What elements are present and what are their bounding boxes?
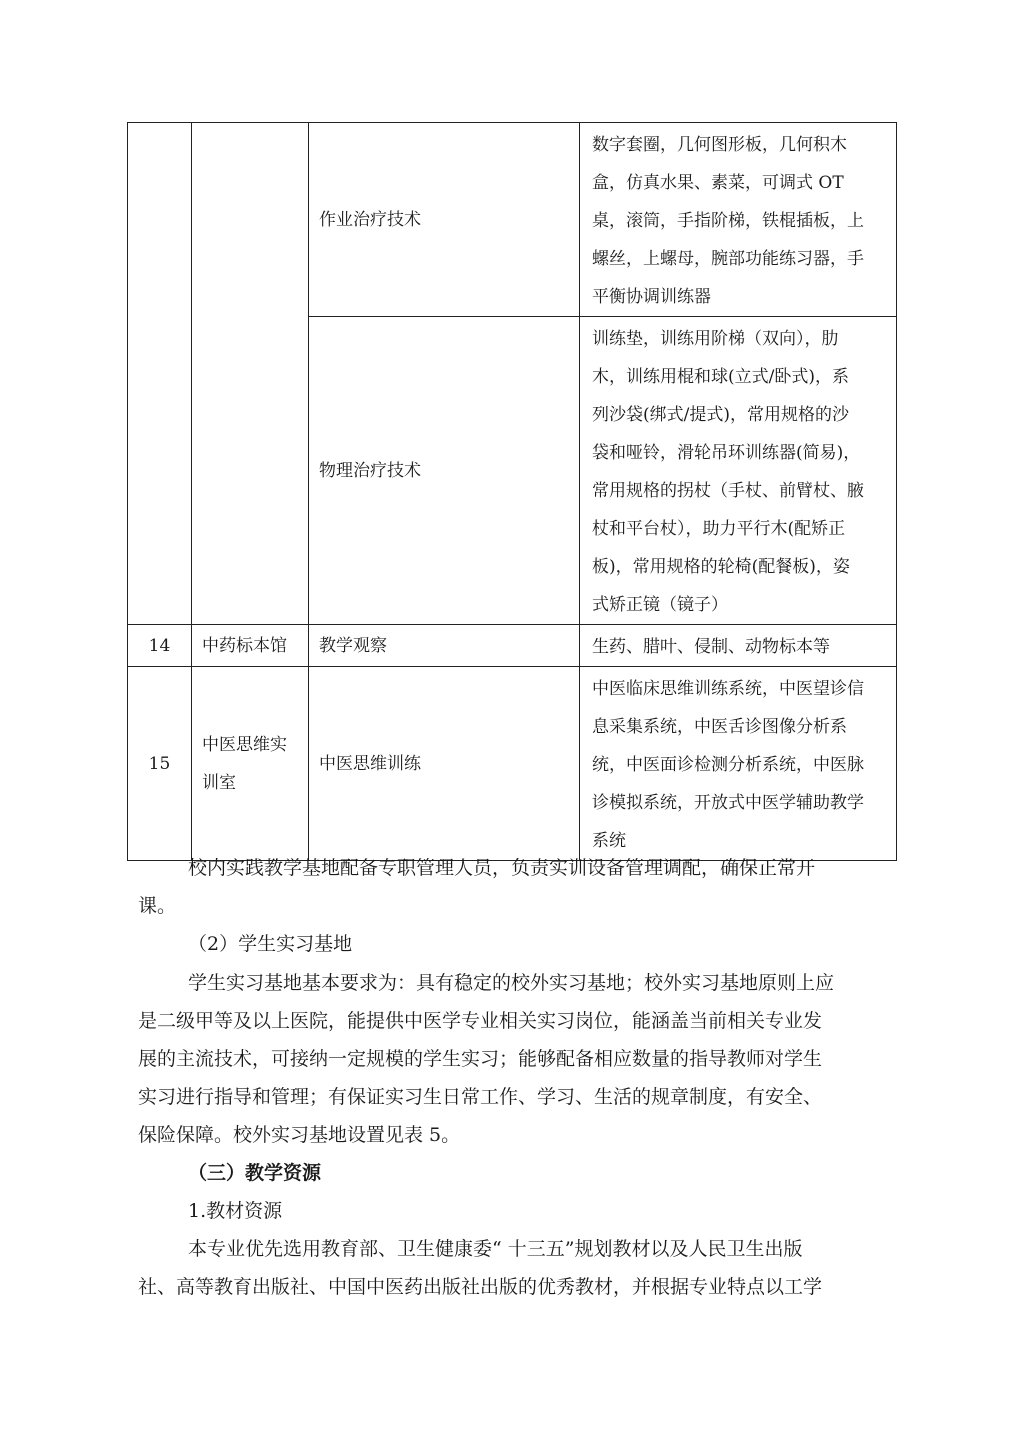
equipment-line: 生药、腊叶、侵制、动物标本等 (592, 637, 830, 657)
table-cell-project: 物理治疗技术 (309, 317, 580, 625)
equipment-line: 统，中医面诊检测分析系统，中医脉 (592, 755, 864, 775)
paragraph-line: 社、高等教育出版社、中国中医药出版社出版的优秀教材，并根据专业特点以工学 (138, 1276, 823, 1298)
table-row (128, 625, 897, 667)
equipment-line: 系统 (592, 831, 626, 851)
table-cell-equipment (580, 317, 897, 625)
table-row (128, 667, 897, 861)
table-cell-project: 教学观察 (309, 625, 580, 667)
equipment-line: 盒，仿真水果、素菜，可调式 OT (592, 173, 844, 193)
paragraph-line: 实习进行指导和管理；有保证实习生日常工作、学习、生活的规章制度，有安全、 (138, 1086, 823, 1108)
equipment-line: 袋和哑铃，滑轮吊环训练器(简易)， (592, 443, 861, 463)
table-cell-equipment (580, 123, 897, 317)
equipment-line: 螺丝，上螺母，腕部功能练习器，手 (592, 249, 864, 269)
table-cell-number: 14 (128, 625, 192, 667)
equipment-line: 杖和平台杖），助力平行木(配矫正 (592, 519, 846, 539)
equipment-line: 诊模拟系统，开放式中医学辅助教学 (592, 793, 864, 813)
table-row (128, 123, 897, 317)
table-cell-equipment (580, 667, 897, 861)
paragraph-line: 课。 (138, 895, 177, 917)
equipment-line: 数字套圈，几何图形板，几何积木 (592, 135, 847, 155)
section-heading: （三）教学资源 (188, 1162, 322, 1184)
table-cell-equipment (580, 625, 897, 667)
table-cell-name (192, 123, 309, 625)
equipment-line: 桌，滚筒，手指阶梯，铁棍插板，上 (592, 211, 864, 231)
equipment-line: 板)，常用规格的轮椅(配餐板)，姿 (592, 557, 850, 577)
equipment-line: 中医临床思维训练系统，中医望诊信 (592, 679, 864, 699)
name-line: 中医思维实 (202, 734, 287, 755)
table-cell-number: 15 (128, 667, 192, 861)
equipment-line: 列沙袋(绑式/提式)，常用规格的沙 (592, 405, 849, 425)
paragraph-line: 学生实习基地基本要求为：具有稳定的校外实习基地；校外实习基地原则上应 (188, 972, 835, 994)
name-line: 训室 (202, 772, 236, 793)
subsection-heading: 1.教材资源 (188, 1200, 283, 1222)
equipment-table (127, 122, 897, 861)
paragraph-line: 保险保障。校外实习基地设置见表 5。 (138, 1124, 461, 1146)
table-cell-name (192, 667, 309, 861)
subsection-heading: （2）学生实习基地 (188, 933, 353, 955)
paragraph-line: 展的主流技术，可接纳一定规模的学生实习；能够配备相应数量的指导教师对学生 (138, 1048, 823, 1070)
table-cell-number (128, 123, 192, 625)
equipment-line: 训练垫，训练用阶梯（双向），肋 (592, 329, 839, 349)
table-cell-name: 中药标本馆 (192, 625, 309, 667)
equipment-line: 息采集系统，中医舌诊图像分析系 (592, 717, 847, 737)
equipment-line: 式矫正镜（镜子） (592, 595, 728, 615)
equipment-line: 平衡协调训练器 (592, 287, 711, 307)
paragraph-line: 本专业优先选用教育部、卫生健康委“ 十三五”规划教材以及人民卫生出版 (188, 1238, 803, 1260)
table-cell-project: 中医思维训练 (309, 667, 580, 861)
equipment-line: 木，训练用棍和球(立式/卧式)，系 (592, 367, 849, 387)
paragraph-line: 是二级甲等及以上医院，能提供中医学专业相关实习岗位，能涵盖当前相关专业发 (138, 1010, 823, 1032)
paragraph-line: 校内实践教学基地配备专职管理人员，负责实训设备管理调配，确保正常开 (188, 857, 816, 879)
table-cell-project: 作业治疗技术 (309, 123, 580, 317)
equipment-line: 常用规格的拐杖（手杖、前臂杖、腋 (592, 481, 864, 501)
